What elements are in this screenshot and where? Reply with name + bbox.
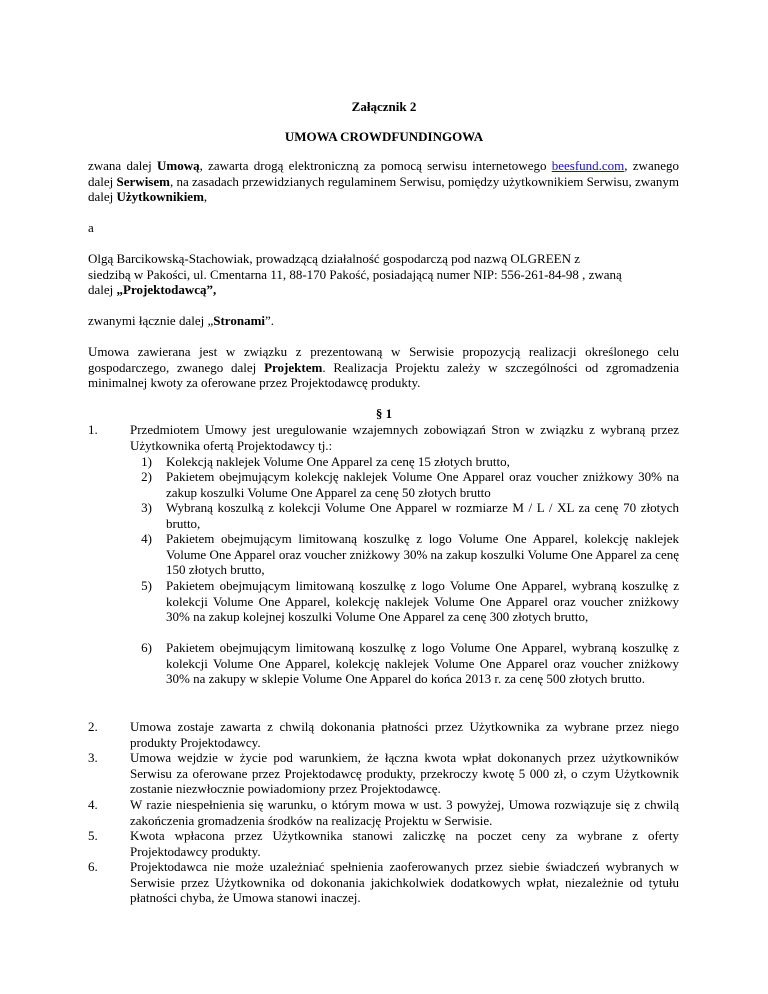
offer-number: 6) xyxy=(141,640,152,655)
intro-text: , xyxy=(203,189,208,204)
offer-item xyxy=(130,454,679,470)
term-serwis: Serwisem xyxy=(116,173,170,189)
point-text: Przedmiotem Umowy jest uregulowanie wzajemnych zobowiązań Stron w związku z wybraną przez Użytkownika ofertą Projektodawcy tj.: xyxy=(130,422,679,453)
offer-number: 3) xyxy=(141,500,152,515)
preamble-text: . Realizacja Projektu zależy w szczególności od zgromadzenia minimalnej kwoty za oferowane przez Projektodawcę produkty. xyxy=(88,359,679,390)
offer-item xyxy=(130,469,679,500)
point-number: 1. xyxy=(88,422,98,437)
offer-text: Pakietem obejmującym limitowaną koszulkę z logo Volume One Apparel, wybraną koszulkę z kolekcji Volume One Apparel, kolekcję naklejek Volume One Apparel oraz voucher zniżkowy 30% na zakupy w sklepie Volume One Apparel do końca 2013 r. za cenę 500 złotych brutto. xyxy=(166,640,679,686)
point-number: 4. xyxy=(88,797,98,812)
point-number: 5. xyxy=(88,828,98,843)
intro-text: , zawarta drogą elektroniczną za pomocą serwisu internetowego xyxy=(199,158,552,173)
conjunction-a: a xyxy=(88,220,94,235)
party-line: Olgą Barcikowską-Stachowiak, prowadzącą działalność gospodarczą pod nazwą OLGREEN z xyxy=(88,251,581,266)
term-uzytkownik: Użytkownikiem xyxy=(116,189,204,204)
annex-label: Załącznik 2 xyxy=(351,99,417,114)
preamble-text: Umowa zawierana jest w związku z prezentowaną w Serwisie propozycją realizacji określonego celu gospodarczego, zwanego dalej xyxy=(88,344,679,375)
point-number: 3. xyxy=(88,750,98,765)
jointly-text: ”. xyxy=(265,313,275,328)
party-line xyxy=(88,282,679,298)
offer-number: 5) xyxy=(141,578,152,593)
term-projekt: Projektem xyxy=(264,359,323,375)
term-umowa: Umową xyxy=(156,158,200,173)
point-number: 6. xyxy=(88,859,98,874)
term-projektodawca: „Projektodawcą”, xyxy=(116,282,217,297)
intro-text: , na zasadach przewidzianych regulaminem Serwisu, pomiędzy użytkownikiem Serwisu, zwanym dalej xyxy=(88,173,680,204)
document-title: UMOWA CROWDFUNDINGOWA xyxy=(284,129,484,144)
term-strony: Stronami xyxy=(213,313,266,328)
point-text: Umowa zostaje zawarta z chwilą dokonania płatności przez Użytkownika za wybrane przez niego produkty Projektodawcy. xyxy=(130,719,679,750)
offer-number: 4) xyxy=(141,531,152,546)
offer-text: Pakietem obejmującym limitowaną koszulkę z logo Volume One Apparel, kolekcję naklejek Volume One Apparel oraz voucher zniżkowy 30% na zakup koszulki Volume One Apparel za cenę 150 złotych brutto, xyxy=(166,531,679,577)
point-text: W razie niespełnienia się warunku, o którym mowa w ust. 3 powyżej, Umowa rozwiązuje się z chwilą zakończenia gromadzenia środków na realizację Projektu w Serwisie. xyxy=(130,797,679,828)
offer-item xyxy=(130,500,679,531)
offer-text: Pakietem obejmującym limitowaną koszulkę z logo Volume One Apparel, wybraną koszulkę z kolekcji Volume One Apparel, kolekcję naklejek Volume One Apparel oraz voucher zniżkowy 30% na zakup kolejnej koszulki Volume One Apparel za cenę 300 złotych brutto, xyxy=(166,578,679,624)
offer-number: 2) xyxy=(141,469,152,484)
offer-text: Wybraną koszulką z kolekcji Volume One Apparel w rozmiarze M / L / XL za cenę 70 złotych brutto, xyxy=(166,500,679,531)
intro-text: , zwanego dalej xyxy=(88,158,679,189)
offer-item xyxy=(130,531,679,577)
party-text: dalej xyxy=(88,282,117,297)
beesfund-link[interactable]: beesfund.com xyxy=(551,158,625,173)
offer-text: Pakietem obejmującym kolekcję naklejek Volume One Apparel oraz voucher zniżkowy 30% na zakup koszulki Volume One Apparel za cenę 50 złotych brutto xyxy=(166,469,679,500)
party-line: siedzibą w Pakości, ul. Cmentarna 11, 88-170 Pakość, posiadającą numer NIP: 556-261-84-98 , zwaną xyxy=(88,266,622,282)
offer-item xyxy=(130,640,679,686)
party-paragraph xyxy=(88,251,679,298)
offer-number: 1) xyxy=(141,454,152,469)
jointly-paragraph xyxy=(88,313,679,329)
offer-item xyxy=(130,578,679,624)
intro-paragraph xyxy=(88,158,679,205)
point-text: Kwota wpłacona przez Użytkownika stanowi zaliczkę na poczet ceny za wybrane z oferty Projektodawcy produkty. xyxy=(130,828,679,859)
intro-text: zwana dalej xyxy=(88,158,157,173)
point-text: Projektodawca nie może uzależniać spełnienia zaoferowanych przez siebie świadczeń wybranych w Serwisie przez Użytkownika od dokonania jakichkolwiek dodatkowych wpłat, niezależnie od tytułu płatności chyba, że Umowa stanowi inaczej. xyxy=(130,859,679,905)
jointly-text: zwanymi łącznie dalej „ xyxy=(88,313,214,328)
section-heading: § 1 xyxy=(375,406,393,421)
preamble-paragraph xyxy=(88,344,679,391)
point-number: 2. xyxy=(88,719,98,734)
offer-text: Kolekcją naklejek Volume One Apparel za cenę 15 złotych brutto, xyxy=(166,454,510,469)
point-text: Umowa wejdzie w życie pod warunkiem, że łączna kwota wpłat dokonanych przez użytkowników Serwisu za oferowane przez Projektodawcę produkty, przekroczy kwotę 5 000 zł, o czym Użytkownik zostanie niezwłocznie powiadomiony przez Projektodawcę. xyxy=(130,750,679,796)
